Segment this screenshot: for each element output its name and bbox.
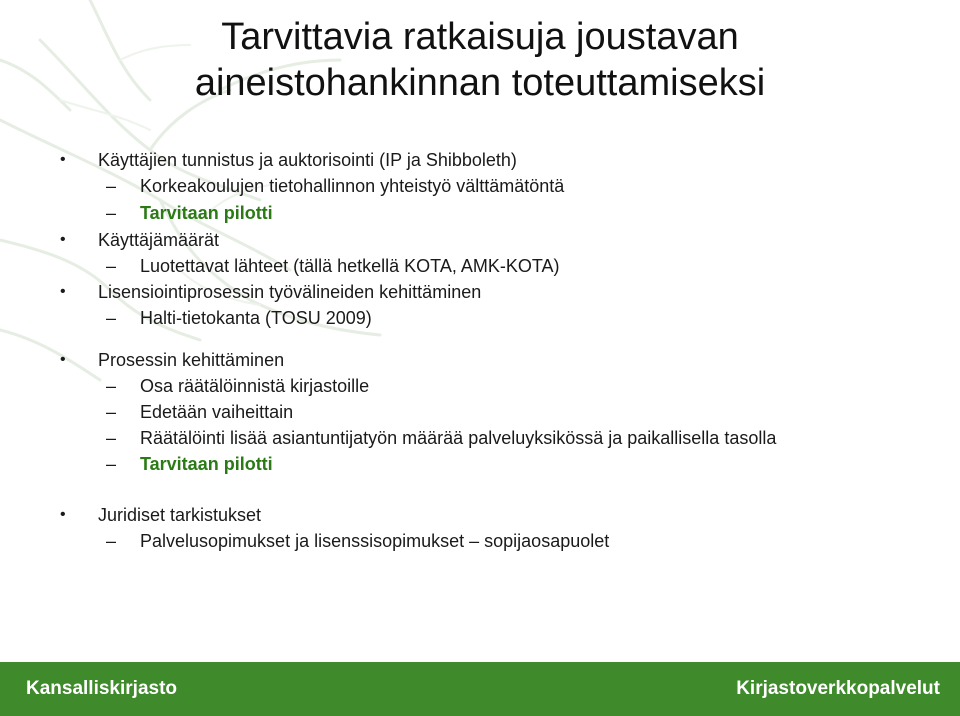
- sub-bullet-text: Tarvitaan pilotti: [140, 203, 273, 223]
- sub-bullet-item: [106, 529, 610, 553]
- dash-marker: –: [106, 256, 117, 276]
- bullet-text: Käyttäjien tunnistus ja auktorisointi (IP ja Shibboleth): [98, 150, 517, 170]
- dash-marker: –: [106, 308, 117, 328]
- bullet-item: [60, 280, 482, 304]
- bullet-text: Juridiset tarkistukset: [98, 505, 262, 525]
- sub-bullet-item: [106, 174, 565, 198]
- footer-bar: [0, 662, 960, 716]
- sub-bullet-item-highlight: [106, 201, 273, 225]
- bullet-item: [60, 348, 285, 372]
- bullet-marker: •: [60, 506, 66, 523]
- sub-bullet-item: [106, 254, 560, 278]
- bullet-text: Lisensiointiprosessin työvälineiden kehittäminen: [98, 282, 482, 302]
- bullet-text: Käyttäjämäärät: [98, 230, 220, 250]
- sub-bullet-item: [106, 426, 777, 450]
- sub-bullet-text: Palvelusopimukset ja lisenssisopimukset – sopijaosapuolet: [140, 531, 610, 551]
- bullet-text: Prosessin kehittäminen: [98, 350, 285, 370]
- sub-bullet-item-highlight: [106, 452, 273, 476]
- title-line-2: aineistohankinnan toteuttamiseksi: [194, 62, 766, 104]
- kansalliskirjasto-logo: Kansalliskirjasto: [26, 678, 178, 699]
- dash-marker: –: [106, 531, 117, 551]
- bullet-marker: •: [60, 283, 66, 300]
- sub-bullet-text: Osa räätälöinnistä kirjastoille: [140, 376, 370, 396]
- bullet-marker: •: [60, 231, 66, 248]
- dash-marker: –: [106, 176, 117, 196]
- dash-marker: –: [106, 376, 117, 396]
- sub-bullet-text: Korkeakoulujen tietohallinnon yhteistyö välttämätöntä: [140, 176, 565, 196]
- dash-marker: –: [106, 428, 117, 448]
- slide-title: [0, 14, 960, 106]
- bullet-item: [60, 503, 262, 527]
- dash-marker: –: [106, 454, 117, 474]
- bullet-marker: •: [60, 351, 66, 368]
- title-line-1: Tarvittavia ratkaisuja joustavan: [221, 16, 739, 58]
- bullet-marker: •: [60, 151, 66, 168]
- dash-marker: –: [106, 402, 117, 422]
- sub-bullet-item: [106, 306, 372, 330]
- bullet-item: [60, 148, 517, 172]
- dash-marker: –: [106, 203, 117, 223]
- sub-bullet-text: Räätälöinti lisää asiantuntijatyön määrää palveluyksikössä ja paikallisella tasolla: [140, 428, 777, 448]
- bullet-item: [60, 228, 220, 252]
- sub-bullet-item: [106, 400, 294, 424]
- kirjastoverkkopalvelut-logo: Kirjastoverkkopalvelut: [736, 678, 940, 699]
- sub-bullet-text: Luotettavat lähteet (tällä hetkellä KOTA, AMK-KOTA): [140, 256, 560, 276]
- sub-bullet-text: Halti-tietokanta (TOSU 2009): [140, 308, 372, 328]
- sub-bullet-item: [106, 374, 370, 398]
- sub-bullet-text: Tarvitaan pilotti: [140, 454, 273, 474]
- sub-bullet-text: Edetään vaiheittain: [140, 402, 294, 422]
